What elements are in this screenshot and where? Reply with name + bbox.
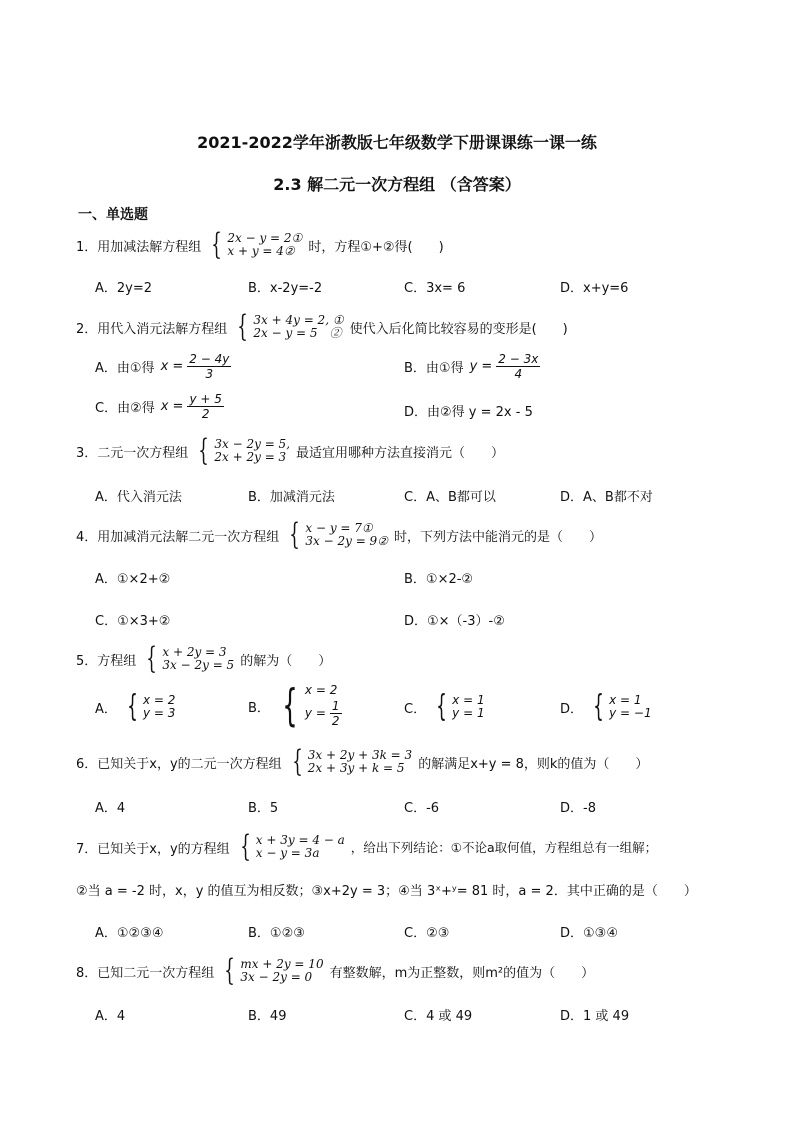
option-d: D．x+y=6 <box>560 281 629 296</box>
option-d: D．-8 <box>560 801 596 816</box>
question-4 <box>76 517 602 552</box>
option-a: A．①②③④ <box>95 926 164 941</box>
solution-system: { x = 1 y = −1 <box>593 689 652 724</box>
question-5 <box>76 641 332 676</box>
option-a: A．4 <box>95 801 126 816</box>
question-text: 的解满足x+y = 8，则k的值为（ ） <box>418 756 649 772</box>
equation-system: { x + 3y = 4 − a x − y = 3a <box>239 829 345 864</box>
option-b <box>248 680 348 731</box>
equation: 2x + 3y + k = 5 <box>307 761 405 775</box>
option-a: A．①×2+② <box>95 572 171 587</box>
option-d: D．①③④ <box>560 926 618 941</box>
equation: 3x − 2y = 5 <box>162 658 235 672</box>
question-text: 4．用加减消元法解二元一次方程组 <box>76 529 280 545</box>
equation: x + 2y = 3 <box>162 645 227 659</box>
option-a: A．2y=2 <box>95 281 153 296</box>
equation-lhs: y = <box>304 706 326 720</box>
question-text: ，给出下列结论：①不论a取何值，方程组总有一组解； <box>350 840 658 855</box>
equation: 3x − 2y = 5, <box>214 437 291 451</box>
option-d: D．由②得 y = 2x - 5 <box>404 405 533 420</box>
option-label: C．由②得 <box>95 401 155 416</box>
equation-system: { x − y = 7① 3x − 2y = 9② <box>289 517 388 552</box>
option-b: B．5 <box>248 801 279 816</box>
question-text: 5．方程组 <box>76 653 137 669</box>
question-text: 时，方程①+②得( ) <box>308 239 444 255</box>
option-c: C．②③ <box>404 926 450 941</box>
numerator: 2 − 4y <box>189 352 230 366</box>
fraction <box>187 352 231 381</box>
solution-system: { x = 1 y = 1 <box>436 689 485 724</box>
equation: x = 1 <box>609 693 642 707</box>
option-label: B． <box>248 700 270 716</box>
option-c <box>95 392 224 421</box>
equation: x − y = 7① <box>305 521 373 535</box>
question-1 <box>76 227 444 262</box>
option-label: A．由①得 <box>95 361 155 376</box>
equation-system: { mx + 2y = 10 3x − 2y = 0 <box>224 953 324 988</box>
question-text: 3．二元一次方程组 <box>76 445 189 461</box>
option-c <box>404 689 491 724</box>
option-d: D．1 或 49 <box>560 1009 630 1024</box>
option-a <box>95 352 231 381</box>
fraction <box>496 352 540 381</box>
option-c: C．3x= 6 <box>404 281 466 296</box>
equation-system: { 3x + 4y = 2, ① 2x − y = 5 ② <box>237 309 344 344</box>
option-label: D． <box>560 701 584 717</box>
equation: mx + 2y = 10 <box>240 957 324 971</box>
question-6 <box>76 744 649 779</box>
option-b: B．①×2-② <box>404 572 474 587</box>
option-a <box>95 689 181 724</box>
question-3 <box>76 433 505 468</box>
question-text: 有整数解，m为正整数，则m²的值为（ ） <box>329 965 595 981</box>
denominator: 4 <box>514 367 523 381</box>
equation: 3x + 4y = 2, ① <box>253 313 344 327</box>
equation-system: { 3x − 2y = 5, 2x + 2y = 3 <box>198 433 291 468</box>
option-b: B．x-2y=-2 <box>248 281 323 296</box>
solution-system: { x = 2 y = $\frac{1}{2}$ <box>282 680 340 731</box>
section-heading: 一、单选题 <box>78 207 148 223</box>
equation: x = 2 <box>143 693 176 707</box>
equation: x = 1 <box>452 693 485 707</box>
equation: y = 1 <box>452 706 485 720</box>
option-d: D．A、B都不对 <box>560 490 653 505</box>
equation-system: { 3x + 2y + 3k = 3 2x + 3y + k = 5 <box>291 744 413 779</box>
question-7 <box>76 829 658 864</box>
option-b <box>404 352 540 381</box>
option-label: A． <box>95 701 117 717</box>
equation: 2x + 2y = 3 <box>214 450 287 464</box>
question-text: 8．已知二元一次方程组 <box>76 965 215 981</box>
question-text: 1．用加减法解方程组 <box>76 239 202 255</box>
option-c: C．A、B都可以 <box>404 490 496 505</box>
question-2 <box>76 309 568 344</box>
option-a: A．代入消元法 <box>95 490 182 505</box>
equation: 2x − y = 2① <box>227 231 303 245</box>
equation: 3x − 2y = 9② <box>305 534 388 548</box>
question-text: 使代入后化简比较容易的变形是( ) <box>349 321 568 337</box>
page-title: 2021-2022学年浙教版七年级数学下册课课练一课一练 <box>197 133 597 152</box>
option-b: B．加减消元法 <box>248 490 335 505</box>
option-d: D．①×（-3）-② <box>404 614 505 629</box>
denominator: 3 <box>205 367 214 381</box>
numerator: y + 5 <box>189 392 222 406</box>
question-7-line2: ②当 a = -2 时，x，y 的值互为相反数；③x+2y = 3；④当 3ˣ+ʸ= 81 时，a = 2．其中正确的是（ ） <box>76 884 697 899</box>
equation: y = −1 <box>609 706 652 720</box>
denominator: 2 <box>331 714 340 728</box>
option-label: C． <box>404 701 427 717</box>
equation: x + y = 4② <box>227 244 295 258</box>
solution-system: { x = 2 y = 3 <box>127 689 176 724</box>
question-8 <box>76 953 595 988</box>
fraction <box>187 392 223 421</box>
question-text: 7．已知关于x，y的方程组 <box>76 841 230 857</box>
fraction <box>330 699 342 728</box>
equation: 3x − 2y = 0 <box>240 970 313 984</box>
option-lhs: y = <box>469 359 493 374</box>
equation: 3x + 2y + 3k = 3 <box>307 748 413 762</box>
numerator: 1 <box>331 699 340 713</box>
question-text: 的解为（ ） <box>240 653 332 669</box>
denominator: 2 <box>201 407 210 421</box>
option-c: C．①×3+② <box>95 614 171 629</box>
option-b: B．①②③ <box>248 926 305 941</box>
equation: x + 3y = 4 − a <box>255 833 345 847</box>
equation: x = 2 <box>304 683 338 697</box>
option-d <box>560 689 658 724</box>
option-a: A．4 <box>95 1009 126 1024</box>
question-text: 6．已知关于x，y的二元一次方程组 <box>76 756 282 772</box>
option-c: C．-6 <box>404 801 440 816</box>
question-text: 最适宜用哪种方法直接消元（ ） <box>296 445 505 461</box>
question-text: 2．用代入消元法解方程组 <box>76 321 228 337</box>
option-b: B．49 <box>248 1009 287 1024</box>
equation-system: { 2x − y = 2① x + y = 4② <box>211 227 303 262</box>
equation-system: { x + 2y = 3 3x − 2y = 5 <box>146 641 235 676</box>
numerator: 2 − 3x <box>498 352 539 366</box>
option-lhs: x = <box>160 359 184 374</box>
equation: x − y = 3a <box>255 846 320 860</box>
option-lhs: x = <box>160 399 184 414</box>
page-subtitle: 2.3 解二元一次方程组 （含答案） <box>273 175 521 194</box>
equation: y = 3 <box>143 706 176 720</box>
option-c: C．4 或 49 <box>404 1009 473 1024</box>
equation: 2x − y = 5 ② <box>253 326 342 340</box>
option-label: B．由①得 <box>404 361 464 376</box>
question-text: 时，下列方法中能消元的是（ ） <box>393 529 602 545</box>
